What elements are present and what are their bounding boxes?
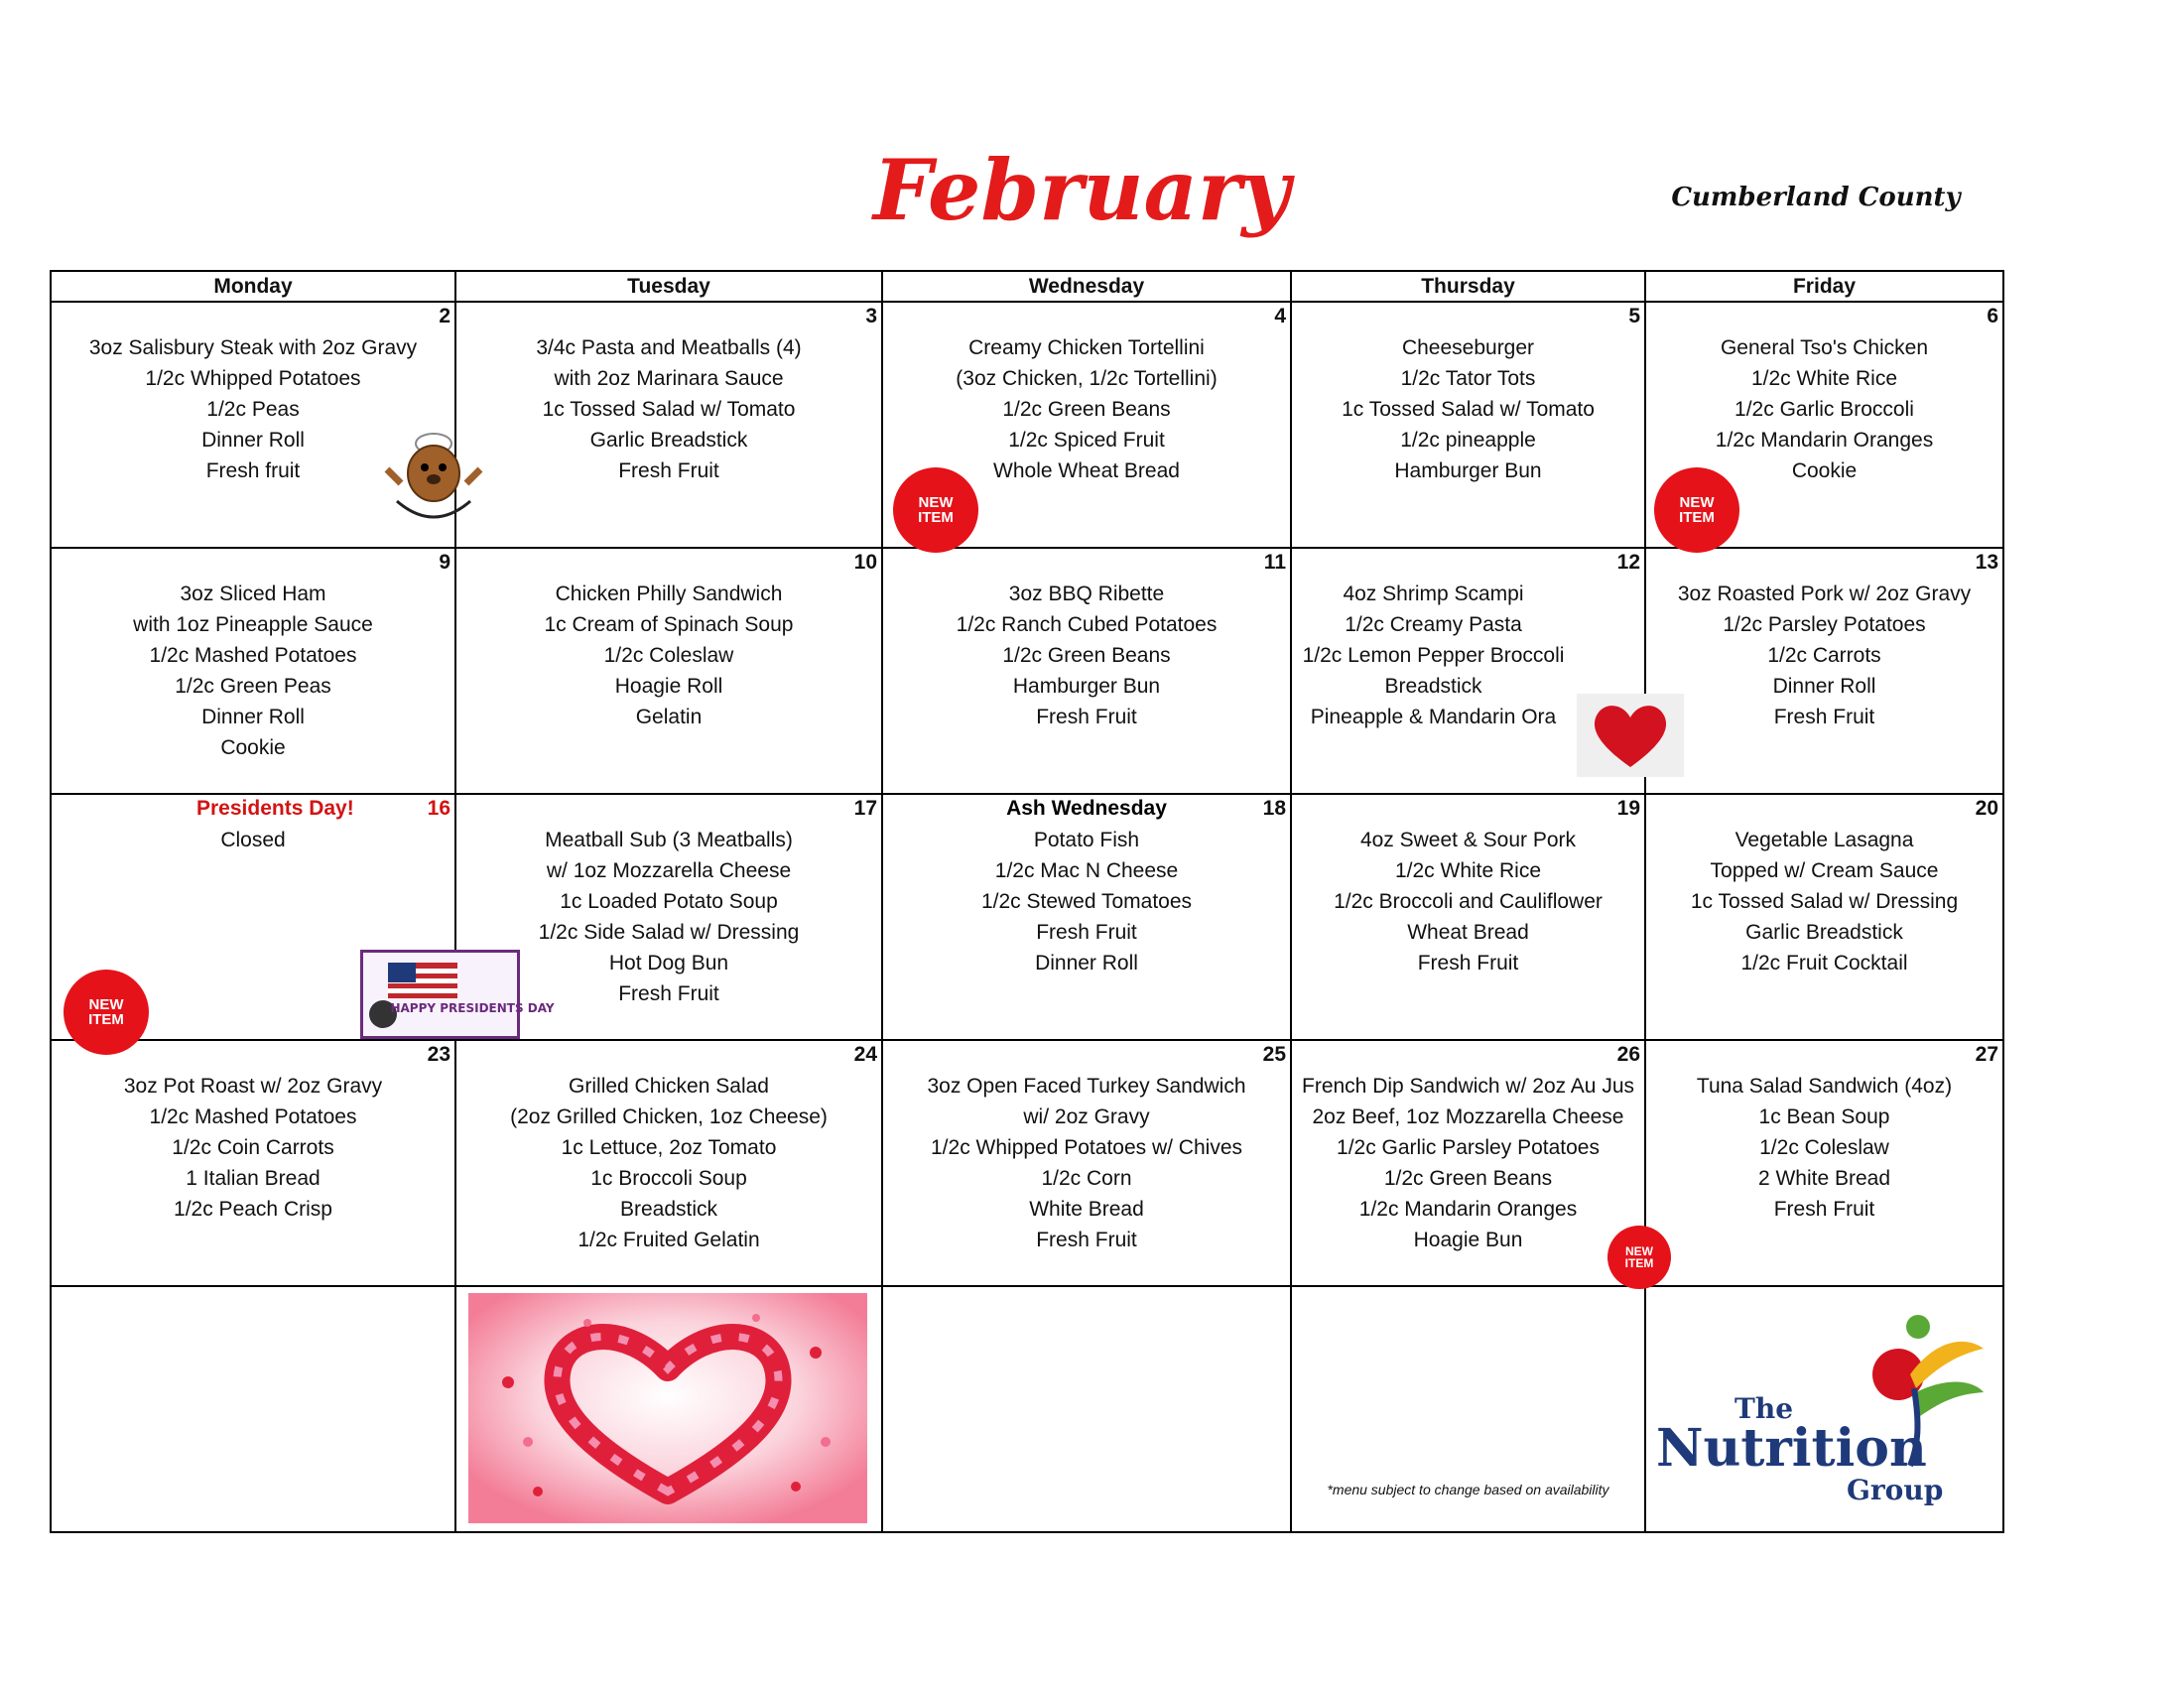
menu-line: 1/2c Fruited Gelatin xyxy=(578,1229,760,1251)
menu-line: 1/2c Coleslaw xyxy=(603,644,734,667)
day-number: 13 xyxy=(1975,551,1998,574)
day-cell xyxy=(1291,794,1645,1040)
badge-text: NEW xyxy=(918,494,954,511)
menu-line: 1/2c Mandarin Oranges xyxy=(1358,1198,1578,1221)
day-number: 16 xyxy=(427,797,450,820)
weekday-monday: Monday xyxy=(51,271,455,302)
menu-line: Hamburger Bun xyxy=(1394,459,1542,482)
menu-line: 1c Tossed Salad w/ Tomato xyxy=(542,398,796,421)
menu-line: 1/2c Green Peas xyxy=(175,675,331,698)
menu-line: Dinner Roll xyxy=(1035,952,1138,974)
county-name: Cumberland County xyxy=(1671,183,1961,212)
menu-line: 1/2c Mandarin Oranges xyxy=(1715,429,1934,452)
holiday-label: Presidents Day! xyxy=(196,797,354,820)
day-cell xyxy=(1291,548,1645,794)
menu-line: Dinner Roll xyxy=(201,706,305,728)
note-cell xyxy=(1291,1286,1645,1532)
day-number: 23 xyxy=(427,1043,450,1066)
menu-line: Breadstick xyxy=(619,1198,718,1221)
menu-line: Fresh Fruit xyxy=(1036,706,1137,728)
menu-line: Tuna Salad Sandwich (4oz) xyxy=(1696,1075,1953,1098)
menu-line: Fresh Fruit xyxy=(1417,952,1519,974)
logo-cell xyxy=(1645,1286,2003,1532)
menu-line: Hot Dog Bun xyxy=(608,952,729,974)
menu-line: Hamburger Bun xyxy=(1012,675,1161,698)
availability-note: *menu subject to change based on availability xyxy=(1327,1482,1609,1497)
menu-line: Cookie xyxy=(220,736,286,759)
menu-line: 1/2c Carrots xyxy=(1767,644,1881,667)
menu-line: 3oz Pot Roast w/ 2oz Gravy xyxy=(123,1075,383,1098)
week-row xyxy=(51,1040,2003,1286)
badge-text: ITEM xyxy=(1624,1256,1654,1270)
menu-line: (2oz Grilled Chicken, 1oz Cheese) xyxy=(510,1105,828,1128)
menu-line: 1/2c Garlic Broccoli xyxy=(1734,398,1914,421)
day-number: 27 xyxy=(1975,1043,1998,1066)
day-cell xyxy=(1645,548,2003,794)
day-cell xyxy=(882,1040,1291,1286)
menu-line: Fresh Fruit xyxy=(618,982,719,1005)
menu-line: 1/2c Ranch Cubed Potatoes xyxy=(956,613,1218,636)
menu-line: 3oz Sliced Ham xyxy=(180,583,326,605)
menu-line: Potato Fish xyxy=(1033,829,1140,851)
menu-line: 2 White Bread xyxy=(1757,1167,1891,1190)
menu-line: with 2oz Marinara Sauce xyxy=(554,367,784,390)
badge-text: NEW xyxy=(1624,1244,1653,1258)
valentine-cell xyxy=(455,1286,882,1532)
menu-lines xyxy=(1292,332,1644,486)
empty-cell xyxy=(51,1286,455,1532)
menu-line: 1c Lettuce, 2oz Tomato xyxy=(561,1136,777,1159)
menu-lines xyxy=(1646,1071,2002,1225)
day-cell xyxy=(1645,794,2003,1040)
menu-line: Dinner Roll xyxy=(201,429,305,452)
menu-lines xyxy=(456,579,881,732)
menu-lines xyxy=(1646,332,2002,486)
logo-text-the: The xyxy=(1734,1392,1794,1425)
menu-line: Chicken Philly Sandwich xyxy=(555,583,783,605)
new-item-badge xyxy=(1658,471,1735,549)
menu-line: (3oz Chicken, 1/2c Tortellini) xyxy=(956,367,1218,390)
menu-line: French Dip Sandwich w/ 2oz Au Jus xyxy=(1302,1075,1634,1098)
menu-line: 3oz Roasted Pork w/ 2oz Gravy xyxy=(1677,583,1972,605)
badge-text: NEW xyxy=(88,996,124,1013)
weekday-header-row xyxy=(51,271,2003,302)
menu-line: 1c Tossed Salad w/ Tomato xyxy=(1342,398,1595,421)
day-cell xyxy=(1291,1040,1654,1286)
observance-label: Ash Wednesday xyxy=(1006,797,1167,820)
day-number: 12 xyxy=(1616,551,1640,574)
menu-line: 1/2c Lemon Pepper Broccoli xyxy=(1302,644,1565,667)
menu-line: Topped w/ Cream Sauce xyxy=(1710,859,1939,882)
badge-text: ITEM xyxy=(88,1011,124,1028)
menu-lines xyxy=(52,825,454,855)
menu-line: 1/2c White Rice xyxy=(1394,859,1542,882)
menu-line: 1/2c Green Beans xyxy=(1002,644,1171,667)
menu-line: 1/2c Peas xyxy=(206,398,300,421)
menu-line: 1/2c Green Beans xyxy=(1002,398,1171,421)
menu-line: 4oz Shrimp Scampi xyxy=(1343,583,1524,605)
logo-text-nutrition: Nutrition xyxy=(1656,1418,1927,1479)
menu-line: General Tso's Chicken xyxy=(1720,336,1929,359)
menu-line: 4oz Sweet & Sour Pork xyxy=(1359,829,1577,851)
day-number: 17 xyxy=(853,797,877,820)
weekday-wednesday: Wednesday xyxy=(882,271,1291,302)
menu-line: 1/2c pineapple xyxy=(1400,429,1536,452)
presidents-day-label: HAPPY PRESIDENTS DAY xyxy=(390,1001,555,1015)
footer-row xyxy=(51,1286,2003,1532)
menu-line: 3oz BBQ Ribette xyxy=(1008,583,1165,605)
day-number: 11 xyxy=(1263,551,1286,574)
menu-line: 1c Bean Soup xyxy=(1758,1105,1890,1128)
day-number: 24 xyxy=(853,1043,877,1066)
menu-lines xyxy=(1292,579,1575,732)
day-number: 9 xyxy=(439,551,450,574)
menu-lines xyxy=(52,1071,454,1225)
day-number: 18 xyxy=(1262,797,1286,820)
day-cell xyxy=(51,302,455,548)
menu-lines xyxy=(1292,1071,1644,1255)
menu-line: 3oz Salisbury Steak with 2oz Gravy xyxy=(88,336,418,359)
menu-line: w/ 1oz Mozzarella Cheese xyxy=(546,859,792,882)
valentine-hearts-icon xyxy=(468,1293,867,1523)
day-cell xyxy=(882,302,1291,548)
menu-line: 3/4c Pasta and Meatballs (4) xyxy=(536,336,802,359)
menu-line: Hoagie Roll xyxy=(614,675,723,698)
menu-line: 1/2c White Rice xyxy=(1750,367,1898,390)
badge-text: ITEM xyxy=(918,509,954,526)
menu-line: White Bread xyxy=(1029,1198,1144,1221)
menu-line: 1 Italian Bread xyxy=(186,1167,321,1190)
menu-line: 1/2c Stewed Tomatoes xyxy=(980,890,1193,913)
empty-cell xyxy=(882,1286,1291,1532)
day-cell xyxy=(1291,302,1645,548)
menu-line: 1/2c Whipped Potatoes xyxy=(145,367,361,390)
menu-line: 1/2c Peach Crisp xyxy=(174,1198,332,1221)
menu-line: 1/2c Tator Tots xyxy=(1400,367,1536,390)
menu-line: 1/2c Spiced Fruit xyxy=(1008,429,1165,452)
weekday-tuesday: Tuesday xyxy=(455,271,882,302)
menu-line: Cookie xyxy=(1791,459,1858,482)
menu-line: 1/2c Parsley Potatoes xyxy=(1723,613,1926,636)
day-number: 5 xyxy=(1628,305,1640,327)
menu-line: Grilled Chicken Salad xyxy=(569,1075,769,1098)
new-item-badge xyxy=(897,471,974,549)
menu-calendar xyxy=(50,270,2004,1533)
day-number: 20 xyxy=(1975,797,1998,820)
menu-line: Pineapple & Mandarin Ora xyxy=(1310,706,1557,728)
day-cell xyxy=(882,548,1291,794)
menu-line: Creamy Chicken Tortellini xyxy=(968,336,1205,359)
menu-line: Fresh Fruit xyxy=(1036,1229,1137,1251)
day-number: 3 xyxy=(865,305,877,327)
menu-line: Wheat Bread xyxy=(1407,921,1529,944)
day-number: 19 xyxy=(1616,797,1640,820)
menu-line: 1/2c Corn xyxy=(1041,1167,1132,1190)
menu-lines xyxy=(883,1071,1290,1255)
week-row xyxy=(51,548,2003,794)
menu-line: 1/2c Mashed Potatoes xyxy=(149,644,357,667)
menu-lines xyxy=(456,1071,881,1255)
week-row xyxy=(51,302,2003,548)
weekday-thursday: Thursday xyxy=(1291,271,1645,302)
menu-lines xyxy=(883,579,1290,732)
menu-line: 1c Cream of Spinach Soup xyxy=(544,613,794,636)
menu-line: Fresh Fruit xyxy=(618,459,719,482)
menu-lines xyxy=(1292,825,1644,978)
day-number: 6 xyxy=(1987,305,1998,327)
menu-line: with 1oz Pineapple Sauce xyxy=(133,613,373,636)
badge-text: ITEM xyxy=(1679,509,1715,526)
day-cell xyxy=(51,794,555,1040)
menu-line: Cheeseburger xyxy=(1401,336,1535,359)
menu-line: Meatball Sub (3 Meatballs) xyxy=(545,829,793,851)
menu-line: 1/2c Coin Carrots xyxy=(172,1136,334,1159)
day-cell xyxy=(882,794,1291,1040)
day-cell xyxy=(1645,302,2003,548)
menu-line: Whole Wheat Bread xyxy=(993,459,1180,482)
day-number: 4 xyxy=(1274,305,1286,327)
menu-line: Garlic Breadstick xyxy=(589,429,748,452)
menu-line: 1/2c Garlic Parsley Potatoes xyxy=(1337,1136,1600,1159)
menu-lines xyxy=(883,332,1290,486)
menu-lines xyxy=(883,825,1290,978)
day-number: 10 xyxy=(853,551,877,574)
menu-line: 1/2c Fruit Cocktail xyxy=(1740,952,1908,974)
menu-line: 1/2c Green Beans xyxy=(1383,1167,1553,1190)
badge-text: NEW xyxy=(1679,494,1715,511)
menu-line: 1c Tossed Salad w/ Dressing xyxy=(1690,890,1959,913)
menu-line: Fresh Fruit xyxy=(1773,1198,1875,1221)
menu-line: 1/2c Mac N Cheese xyxy=(994,859,1179,882)
menu-line: 1/2c Broccoli and Cauliflower xyxy=(1334,890,1603,913)
menu-line: 1c Loaded Potato Soup xyxy=(560,890,778,913)
menu-line: 1/2c Whipped Potatoes w/ Chives xyxy=(931,1136,1242,1159)
menu-line: Dinner Roll xyxy=(1772,675,1876,698)
day-cell xyxy=(455,548,882,794)
menu-line: Fresh Fruit xyxy=(1773,706,1875,728)
day-cell xyxy=(51,1040,455,1286)
day-number: 25 xyxy=(1262,1043,1286,1066)
day-cell xyxy=(51,548,455,794)
menu-line: Closed xyxy=(220,829,286,851)
menu-line: 1/2c Mashed Potatoes xyxy=(149,1105,357,1128)
logo-text-group: Group xyxy=(1847,1474,1944,1506)
menu-lines xyxy=(52,579,454,763)
menu-lines xyxy=(456,825,881,1009)
menu-lines xyxy=(456,332,881,486)
nutrition-group-logo xyxy=(1650,1297,1997,1525)
day-number: 2 xyxy=(439,305,450,327)
day-cell xyxy=(455,794,882,1040)
menu-line: Garlic Breadstick xyxy=(1745,921,1903,944)
menu-line: Fresh Fruit xyxy=(1036,921,1137,944)
day-number: 26 xyxy=(1616,1043,1640,1066)
menu-line: wi/ 2oz Gravy xyxy=(1023,1105,1150,1128)
menu-line: Hoagie Bun xyxy=(1413,1229,1523,1251)
day-cell xyxy=(455,302,882,548)
menu-line: 2oz Beef, 1oz Mozzarella Cheese xyxy=(1312,1105,1624,1128)
weekday-friday: Friday xyxy=(1645,271,2003,302)
menu-lines xyxy=(1646,825,2002,978)
menu-lines xyxy=(1646,579,2002,732)
day-cell xyxy=(455,1040,882,1286)
month-title: February xyxy=(872,141,1291,239)
week-row xyxy=(51,794,2003,1040)
menu-line: Fresh fruit xyxy=(205,459,301,482)
menu-line: 3oz Open Faced Turkey Sandwich xyxy=(927,1075,1246,1098)
menu-line: Vegetable Lasagna xyxy=(1734,829,1914,851)
menu-line: 1/2c Side Salad w/ Dressing xyxy=(538,921,800,944)
menu-line: Breadstick xyxy=(1384,675,1482,698)
menu-line: 1c Broccoli Soup xyxy=(590,1167,747,1190)
day-cell xyxy=(1645,1040,2003,1286)
menu-line: Gelatin xyxy=(635,706,703,728)
menu-line: 1/2c Creamy Pasta xyxy=(1345,613,1522,636)
menu-line: 1/2c Coleslaw xyxy=(1759,1136,1889,1159)
